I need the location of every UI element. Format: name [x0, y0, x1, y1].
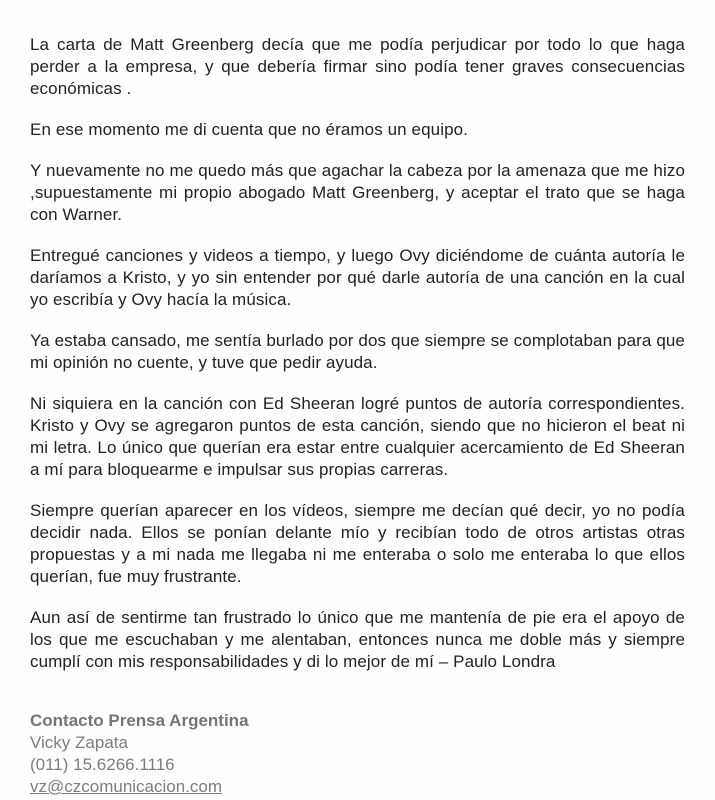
statement-body	[30, 34, 685, 673]
paragraph-6: Ni siquiera en la canción con Ed Sheeran logré puntos de autoría correspondientes. Kristo y Ovy se agregaron puntos de esta canción, siendo que no hicieron el beat ni mi letra. Lo único que querían era estar entre cualquier acercamiento de Ed Sheeran a mí para bloquearme e impulsar sus propias carreras.	[30, 394, 685, 479]
paragraph-3: Y nuevamente no me quedo más que agachar la cabeza por la amenaza que me hizo ,supuestamente mi propio abogado Matt Greenberg, y aceptar el trato que se haga con Warner.	[30, 161, 685, 224]
paragraph-4: Entregué canciones y videos a tiempo, y luego Ovy diciéndome de cuánta autoría le daríamos a Kristo, y yo sin entender por qué darle autoría de una canción en la cual yo escribía y Ovy hacía la música.	[30, 246, 685, 309]
paragraph-2: En ese momento me di cuenta que no éramos un equipo.	[30, 120, 469, 139]
paragraph-7: Siempre querían aparecer en los vídeos, siempre me decían qué decir, yo no podía decidir nada. Ellos se ponían delante mío y recibían todo de otros artistas otras propuestas y a mi nada me llegaba ni me enteraba o solo me enteraba lo que ellos querían, fue muy frustrante.	[30, 501, 685, 586]
paragraph-8: Aun así de sentirme tan frustrado lo único que me mantenía de pie era el apoyo de los que me escuchaban y me alentaban, entonces nunca me doble más y siempre cumplí con mis responsabilidades y di lo mejor de mí – Paulo Londra	[30, 608, 685, 671]
contact-name: Vicky Zapata	[30, 733, 128, 752]
contact-heading: Contacto Prensa Argentina	[30, 711, 249, 730]
contact-block	[30, 710, 685, 798]
contact-email-link[interactable]: vz@czcomunicacion.com	[30, 777, 223, 796]
contact-phone: (011) 15.6266.1116	[30, 755, 175, 774]
paragraph-5: Ya estaba cansado, me sentía burlado por dos que siempre se complotaban para que mi opinión no cuente, y tuve que pedir ayuda.	[30, 331, 685, 372]
paragraph-1: La carta de Matt Greenberg decía que me podía perjudicar por todo lo que haga perder a la empresa, y que debería firmar sino podía tener graves consecuencias económicas .	[30, 35, 685, 98]
